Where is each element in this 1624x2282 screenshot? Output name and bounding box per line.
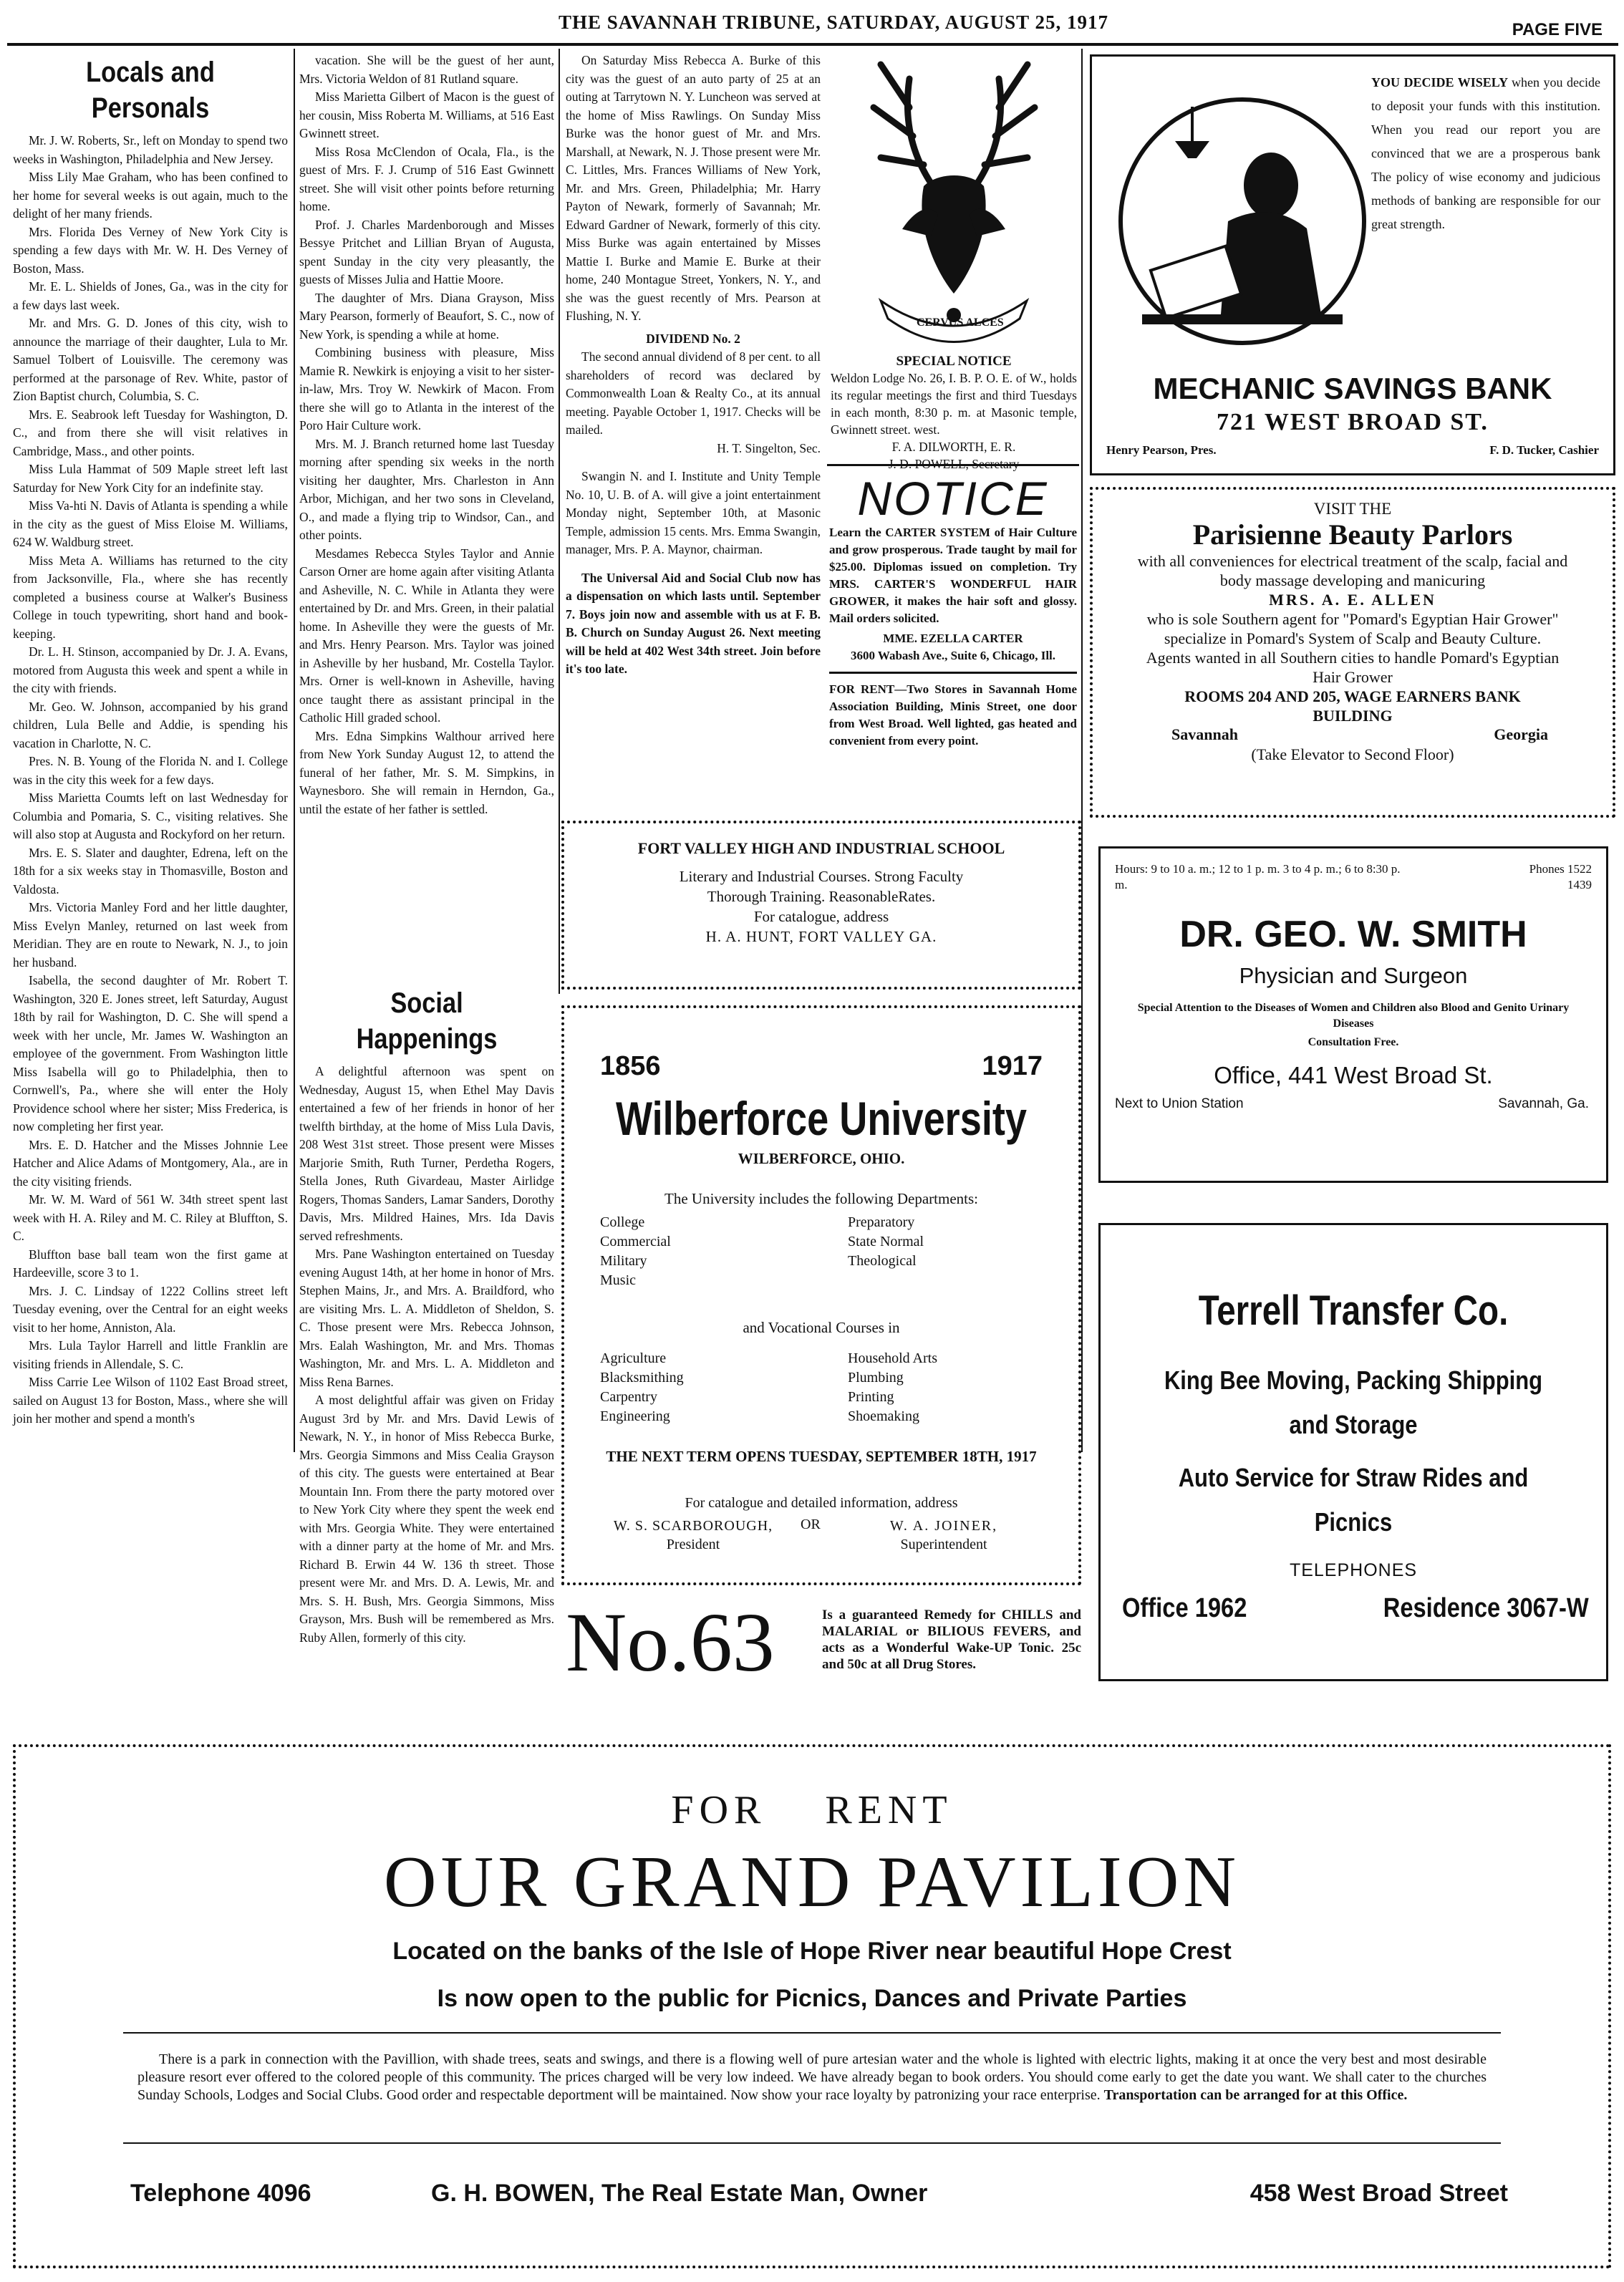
section-rule: [827, 464, 1079, 466]
wilberforce-name: Wilberforce University: [616, 1092, 1027, 1145]
fort-valley-line-3: For catalogue, address: [753, 908, 889, 925]
fort-valley-contact: H. A. HUNT, FORT VALLEY GA.: [705, 928, 937, 945]
pavilion-owner: G. H. BOWEN, The Real Estate Man, Owner: [431, 2180, 928, 2207]
department-item: Military: [600, 1253, 647, 1269]
social-item: Mrs. Pane Washington entertained on Tuesday evening August 14th, at her home in honor of Mrs. Stephen Mains, Jr., and Mrs. A. Braildford, who are visiting Mrs. L. A. Middleton of Sheldon, S. C. Those present were Mrs. Rebecca Johnson, Mrs. Ealah Washington, Mr. and Mrs. Thomas Washington, Mr. and Mrs. L. A. Middleton and Miss Rena Barnes.: [299, 1247, 554, 1389]
wilberforce-year-2: 1917: [982, 1051, 1043, 1081]
column-divider: [294, 49, 295, 1452]
dividend-text: The second annual dividend of 8 per cent. to all shareholders of record was declared by Commonwealth Loan & Realty Co., at its annual meeting. Payable October 1, 1917. Checks will be mailed.: [566, 349, 821, 437]
for-rent-stores: FOR RENT—Two Stores in Savannah Home Association Building, Minis Street, one door from West Broad. Well lighted, gas heated and convenient from every point.: [829, 682, 1077, 748]
social-happenings: [299, 982, 554, 1645]
local-item: Miss Lula Hammat of 509 Maple street left last Saturday for New York City for an indefinite stay.: [13, 462, 288, 495]
vocational-item: Engineering: [600, 1408, 670, 1424]
wilberforce-location: WILBERFORCE, OHIO.: [738, 1150, 905, 1167]
parlors-name: Parisienne Beauty Parlors: [1192, 518, 1513, 551]
local-item: Mrs. Lula Taylor Harrell and little Franklin are visiting friends in Allendale, S. C.: [13, 1338, 288, 1371]
vocational-item: Shoemaking: [848, 1408, 919, 1424]
personal-item: Prof. J. Charles Mardenborough and Misses Bessye Pritchet and Lillian Bryan of Augusta, spent Sunday in the city very pleasantly, the guests of Misses Julia and Hattie Moore.: [299, 217, 554, 286]
terrell-transfer-ad: [1098, 1223, 1608, 1681]
personal-item: vacation. She will be the guest of her aunt, Mrs. Victoria Weldon of 81 Rutland square.: [299, 53, 554, 86]
smith-phones: Phones 1522 1439: [1529, 862, 1592, 891]
local-item: Mr. W. M. Ward of 561 W. 34th street spent last week with H. A. Riley and M. C. Riley at Bluffton, S. C.: [13, 1192, 288, 1243]
vocational-item: Agriculture: [600, 1350, 667, 1366]
pavilion-title: OUR GRAND PAVILION: [383, 1842, 1241, 1923]
social-item: A delightful afternoon was spent on Wednesday, August 15, when Ethel May Davis entertained a few of her friends in honor of her twelfth birthday, at the home of Miss Lula Davis, 208 West 31st street. Those present were Misses Marjorie Smith, Ruth Turner, Perdetha Rogers, Stella Jones, Ruth Givardeau, Master Airlidge Rogers, Thomas Sanders, Lamar Sanders, Dorothy Davis, Mrs. Mildred Haines, Mrs. Ida Davis served refreshments.: [299, 1064, 554, 1243]
local-item: Mr. and Mrs. G. D. Jones of this city, wish to announce the marriage of their daughter, Lula to Mr. Samuel Tolbert of Louisville. The ceremony was performed at the parsonage of Rev. White, pastor of Zion Baptist church, Columbia, S. C.: [13, 316, 288, 403]
mechanic-savings-bank-ad: [1090, 54, 1615, 475]
wilberforce-vocational: and Vocational Courses in: [743, 1319, 900, 1336]
masthead-title: THE SAVANNAH TRIBUNE, SATURDAY, AUGUST 25, 1917: [559, 11, 1108, 33]
parlors-state: Georgia: [1494, 725, 1548, 743]
personal-item: Mrs. M. J. Branch returned home last Tuesday morning after spending six weeks in the north visiting her daughter, Mrs. Charleston in Ann Arbor, Michigan, and her two sons in Cleveland, O., and made a flying trip to Windsor, Can., and other points.: [299, 436, 554, 542]
elk-head-icon: [831, 50, 1077, 351]
terrell-office: Office 1962: [1122, 1593, 1247, 1623]
pavilion-rule: [123, 2032, 1501, 2034]
bank-president: Henry Pearson, Pres.: [1106, 443, 1217, 457]
dividend-heading: DIVIDEND No. 2: [646, 331, 740, 346]
smith-office: Office, 441 West Broad St.: [1214, 1062, 1493, 1088]
col2-list: [299, 52, 554, 818]
vocational-item: Printing: [848, 1389, 894, 1405]
notice-heading: NOTICE: [857, 472, 1049, 525]
departments-right: [848, 1213, 924, 1271]
terrell-line-1: King Bee Moving, Packing Shipping and Storage: [1164, 1365, 1543, 1439]
parlors-line-3: Agents wanted in all Southern cities to handle Pomard's Egyptian Hair Grower: [1146, 649, 1560, 686]
contact-or: OR: [801, 1517, 821, 1532]
elks-officer-1: F. A. DILWORTH, E. R.: [891, 440, 1016, 454]
terrell-line-2: Auto Service for Straw Rides and Picnics: [1178, 1463, 1529, 1537]
department-item: Music: [600, 1272, 636, 1288]
carter-text: Learn the CARTER SYSTEM of Hair Culture and grow prosperous. Trade taught by mail for $25.00. Diplomas issued on completion. Try MRS. CARTER'S WONDERFUL HAIR GROWER, it makes the hair soft and glossy. Mail orders solicited.: [829, 526, 1077, 625]
parlors-city: Savannah: [1171, 725, 1238, 743]
terrell-name: Terrell Transfer Co.: [1198, 1287, 1509, 1334]
department-item: Theological: [848, 1253, 917, 1269]
masthead: [0, 0, 1624, 43]
personal-item: Mrs. Edna Simpkins Walthour arrived here from New York Sunday August 12, to attend the funeral of her father, Mr. S. M. Simpkins, in Waynesboro. She will remain in Herndon, Ga., until the estate of her father is settled.: [299, 728, 554, 816]
local-item: Miss Carrie Lee Wilson of 1102 East Broad street, sailed on August 13 for Boston, Mass., where she will join her mother and spend a month's: [13, 1375, 288, 1426]
contact-2-title: Superintendent: [900, 1537, 987, 1552]
universal-text: The Universal Aid and Social Club now has a dispensation on which lasts until. September 7. Boys join now and assemble with us at F. B. B. Church on Sunday August 26. Next meeting will be held at 402 West 34th street. Join before it's too late.: [566, 570, 821, 676]
vocational-right: [848, 1349, 937, 1426]
local-item: Mr. E. L. Shields of Jones, Ga., was in the city for a few days last week.: [13, 279, 288, 312]
bank-name: MECHANIC SAVINGS BANK: [1153, 372, 1552, 405]
bank-cashier: F. D. Tucker, Cashier: [1489, 443, 1599, 457]
terrell-phones: TELEPHONES: [1289, 1560, 1418, 1580]
department-item: College: [600, 1214, 645, 1230]
local-item: Mrs. Victoria Manley Ford and her little daughter, Miss Evelyn Manley, returned on last week from Meridian. They are en route to Newark, N. J., to join her husband.: [13, 900, 288, 970]
smith-title: Physician and Surgeon: [1239, 963, 1468, 988]
column-two: [299, 52, 554, 982]
local-item: Mrs. J. C. Lindsay of 1222 Collins street left Tuesday evening, over the Central for an eight weeks visit to her home, Anniston, Ala.: [13, 1283, 288, 1335]
local-item: Dr. L. H. Stinson, accompanied by Dr. J. A. Evans, motored from Augusta this week and spent a while in the city with friends.: [13, 644, 288, 695]
locals-list: [13, 132, 288, 1428]
parlors-elevator: (Take Elevator to Second Floor): [1251, 745, 1454, 763]
wilberforce-contact-2: [851, 1517, 1037, 1554]
smith-special: Special Attention to the Diseases of Women and Children also Blood and Genito Urinary Diseases: [1137, 1002, 1570, 1030]
personal-item: Miss Rosa McClendon of Ocala, Fla., is the guest of Mrs. F. J. Crump of 516 East Gwinnett street. She will visit other points before returning home.: [299, 144, 554, 213]
carter-notice: [829, 473, 1077, 809]
bank-text-block: [1371, 71, 1600, 236]
elks-notice-text: Weldon Lodge No. 26, I. B. P. O. E. of W., holds its regular meetings the first and third Tuesdays in each month, 8:30 p. m. at Masonic temple, Gwinnett street. west.: [831, 371, 1077, 437]
local-item: Isabella, the second daughter of Mr. Robert T. Washington, 320 E. Jones street, left Saturday, August 18th by rail for Washington, D. C. She will spend a week with her uncle, Mr. James W. Washington an employee of the government. From Washington little Miss Isabella will go to Philadelphia, then to Cornwell's, Pa., where she will enter the Holy Providence school where her sister; Miss Frederica, is now completing her first year.: [13, 973, 288, 1133]
section-rule: [829, 672, 1077, 674]
pavilion-body-text: There is a park in connection with the Pavillion, with shade trees, seats and swings, and there is a flowing well of pure artesian water and the whole is lighted with electric lights, making it at once the very best and most desirable pleasure resort ever offered to the colored people of this community. The prices charged will be very low indeed. We have already began to book orders. You should come early to get the date you want. We shall cater to the churches Sunday Schools, Lodges and Social Clubs. Good order and respectable deportment will be maintained. Now show your race loyalty by patronizing your race enterprise.: [137, 2051, 1487, 2103]
dividend-signature: H. T. Singelton, Sec.: [717, 440, 821, 455]
smith-city: Savannah, Ga.: [1498, 1096, 1589, 1111]
column-three: [566, 52, 821, 811]
parlors-line-1: with all conveniences for electrical treatment of the scalp, facial and body massage developing and manicuring: [1137, 552, 1568, 589]
smith-consult: Consultation Free.: [1308, 1036, 1399, 1048]
no63-text: Is a guaranteed Remedy for CHILLS and MALARIAL or BILIOUS FEVERS, and acts as a Wonderful Wake-UP Tonic. 25c and 50c at all Drug Stores.: [822, 1607, 1081, 1672]
fort-valley-line-2: Thorough Training. ReasonableRates.: [707, 888, 936, 905]
department-item: State Normal: [848, 1234, 924, 1249]
banker-illustration-icon: [1113, 78, 1371, 364]
wilberforce-catalogue: For catalogue and detailed information, address: [685, 1495, 958, 1511]
local-item: Mrs. Florida Des Verney of New York City is spending a few days with Mr. W. H. Des Verney of Boston, Mass.: [13, 224, 288, 276]
social-heading: Social Happenings: [356, 987, 498, 1055]
departments-left: [600, 1213, 671, 1290]
local-item: Mr. Geo. W. Johnson, accompanied by his grand children, Lula Belle and Addie, is spending his vacation in Charlotte, N. C.: [13, 699, 288, 750]
pavilion-ad: [13, 1744, 1611, 2268]
personal-item: Combining business with pleasure, Miss Mamie R. Newkirk is enjoying a visit to her sister-in-law, Mrs. Troy W. Newkirk of Macon. From there she will go to Atlanta in the interest of the Poro Hair Culture work.: [299, 345, 554, 432]
locals-heading: Locals and Personals: [86, 57, 215, 124]
fort-valley-line-1: Literary and Industrial Courses. Strong Faculty: [679, 868, 964, 885]
parlors-location: [1093, 725, 1613, 745]
no63-name: No.63: [566, 1595, 775, 1689]
pavilion-sub-2: Is now open to the public for Picnics, Dances and Private Parties: [437, 1985, 1187, 2012]
pavilion-body: [137, 2051, 1487, 2104]
vocational-item: Blacksmithing: [600, 1370, 684, 1386]
visit-the: VISIT THE: [1313, 500, 1392, 518]
contact-1-title: President: [666, 1537, 720, 1552]
vocational-item: Household Arts: [848, 1350, 937, 1366]
local-item: Miss Marietta Coumts left on last Wednesday for Columbia and Pomaria, S. C., visiting relatives. She will also stop at Augusta and Rockyford on her return.: [13, 791, 288, 841]
personal-item: Mesdames Rebecca Styles Taylor and Annie Carson Orner are home again after visiting Atlanta and Asheville, N. C. While in Atlanta they were entertained by Dr. and Mrs. Green, in their palatial home. In Asheville they were the guests of Mr. and Mrs. Henry Pearson. Mrs. Taylor was joined in Asheville by her husband, Mr. Costella Taylor. Mrs. Orner is well-known in Asheville, having once taught there as assistant principal in the Catholic Hill graded school.: [299, 546, 554, 725]
wilberforce-year-1: 1856: [600, 1051, 661, 1081]
parlors-line-2: who is sole Southern agent for "Pomard's Egyptian Hair Grower" specialize in Pomard's System of Scalp and Beauty Culture.: [1146, 610, 1559, 647]
pavilion-sub-1: Located on the banks of the Isle of Hope River near beautiful Hope Crest: [392, 1938, 1232, 1965]
personal-item: The daughter of Mrs. Diana Grayson, Miss Mary Pearson, formerly of Beaufort, S. C., now of New York, is spending a while at home.: [299, 290, 554, 342]
carter-name: MME. EZELLA CARTER: [883, 632, 1023, 645]
wilberforce-ad: [561, 1005, 1081, 1585]
vocational-item: Plumbing: [848, 1370, 904, 1386]
terrell-residence: Residence 3067-W: [1383, 1593, 1589, 1623]
locals-column: [13, 52, 288, 1448]
pavilion-address: 458 West Broad Street: [1250, 2180, 1508, 2207]
dr-smith-ad: [1098, 846, 1608, 1183]
masthead-rule: [7, 43, 1618, 46]
wilberforce-contact-1: [607, 1517, 779, 1554]
smith-near: Next to Union Station: [1115, 1096, 1244, 1111]
department-item: Preparatory: [848, 1214, 915, 1230]
pavilion-transport: Transportation can be arranged for at this Office.: [1103, 2087, 1408, 2103]
wilberforce-intro: The University includes the following Departments:: [664, 1190, 978, 1207]
parisienne-ad: [1090, 487, 1615, 818]
local-item: Miss Meta A. Williams has returned to the city from Jacksonville, Fla., where she has recently completed a business course at Walker's Business College in touch typewriting, short hand and book-keeping.: [13, 553, 288, 641]
contact-1-name: W. S. SCARBOROUGH,: [613, 1518, 773, 1534]
column-divider: [559, 49, 560, 994]
smith-name: DR. GEO. W. SMITH: [1179, 914, 1527, 955]
col3-list: [566, 52, 821, 326]
department-item: Commercial: [600, 1234, 671, 1249]
smith-hours: Hours: 9 to 10 a. m.; 12 to 1 p. m. 3 to 4 p. m.; 6 to 8:30 p. m.: [1115, 862, 1401, 891]
local-item: Mr. J. W. Roberts, Sr., left on Monday to spend two weeks in Washington, Philadelphia and New Jersey.: [13, 133, 288, 166]
vocational-item: Carpentry: [600, 1389, 657, 1405]
special-notice-heading: SPECIAL NOTICE: [896, 354, 1012, 369]
parlors-rooms: ROOMS 204 AND 205, WAGE EARNERS BANK BUILDING: [1184, 687, 1521, 725]
bank-address: 721 WEST BROAD ST.: [1217, 409, 1489, 435]
pavilion-for-rent: FOR RENT: [671, 1788, 953, 1832]
page-number: PAGE FIVE: [1512, 20, 1603, 39]
social-list: [299, 1063, 554, 1647]
contact-2-name: W. A. JOINER,: [889, 1518, 998, 1534]
local-item: Bluffton base ball team won the first game at Hardeeville, score 3 to 1.: [13, 1247, 288, 1280]
fort-valley-name: FORT VALLEY HIGH AND INDUSTRIAL SCHOOL: [637, 839, 1005, 857]
wilberforce-term: THE NEXT TERM OPENS TUESDAY, SEPTEMBER 18TH, 1917: [606, 1448, 1037, 1465]
column-divider: [1081, 49, 1083, 1452]
local-item: Mrs. E. S. Slater and daughter, Edrena, left on the 18th for a six weeks stay in Thomasville, Boston and Valdosta.: [13, 845, 288, 896]
local-item: Mrs. E. Seabrook left Tuesday for Washington, D. C., and from there she will visit relatives in Cambridge, Mass., and other points.: [13, 407, 288, 458]
vocational-left: [600, 1349, 684, 1426]
elks-motto: CERVUS ALCES: [917, 316, 1004, 329]
swangin-text: Swangin N. and I. Institute and Unity Temple No. 10, U. B. of A. will give a joint entertainment Monday night, September 10th, at Masonic Temple, admission 15 cents. Mrs. Emma Swangin, manager, Mrs. P. A. Maynor, chairman.: [566, 469, 821, 556]
social-item: A most delightful affair was given on Friday August 3rd by Mr. and Mrs. David Lewis of Newark, N. Y., in honor of Miss Rebecca Burke, Mrs. Georgia Simmons and Miss Cealia Grayson of this city. The guests were entertained at Bear Mountain Inn. From there the party motored over to New York City where they spent the week end with Mrs. Georgia White. They were entertained with a dinner party at the home of Mr. and Mrs. Richard B. Erwin 44 W. 136 th street. Those present were Mr. and Mrs. D. A. Lewis, Mr. and Mrs. S. H. Bush, Mrs. Georgia Simmons, Miss Grayson, Mrs. Bush will be remembered as Mrs. Ruby Allen, formerly of this city.: [299, 1393, 554, 1645]
pavilion-telephone: Telephone 4096: [130, 2180, 311, 2207]
parlors-proprietor: MRS. A. E. ALLEN: [1269, 591, 1436, 609]
bank-text: when you decide to deposit your funds with this institution. When you read our report you are convinced that we are a prosperous bank The policy of wise economy and judicious methods of banking are responsible for our great strength.: [1371, 75, 1600, 231]
carter-address: 3600 Wabash Ave., Suite 6, Chicago, Ill.: [850, 649, 1056, 662]
no63-ad: [566, 1595, 1088, 1697]
local-item: Mrs. E. D. Hatcher and the Misses Johnnie Lee Hatcher and Alice Adams of Montgomery, Ala., are in the city visiting friends.: [13, 1137, 288, 1189]
pavilion-rule: [123, 2142, 1501, 2144]
bank-slogan: YOU DECIDE WISELY: [1371, 75, 1508, 90]
elks-notice: [831, 50, 1077, 480]
local-item: Pres. N. B. Young of the Florida N. and I. College was in the city this week for a few days.: [13, 754, 288, 787]
local-item: Miss Va-hti N. Davis of Atlanta is spending a while in the city as the guest of Miss Eloise M. Williams, 624 W. Waldburg street.: [13, 498, 288, 549]
personal-item: On Saturday Miss Rebecca A. Burke of this city was the guest of an auto party of 25 at an outing at Tarrytown N. Y. Luncheon was served at the home of Miss Rawlings. On Sunday Miss Burke was the honor guest of Mr. and Mrs. Marshall, at Newark, N. J. Those present were Mr. C. Littles, Mrs. Frances Williams of New York, Mr. and Mrs. Green, Philadelphia; Mr. Harry Payton of Newark, formerly of Savannah; Mr. Edward Gardner of Newark, formerly of this city. Miss Burke was again entertained by Misses Mattie I. Burke and Mamie E. Burke at their home, 240 Montague Street, Yonkers, N. Y., and she was the guest recently of Mrs. Pearson at Flushing, N. Y.: [566, 53, 821, 323]
local-item: Miss Lily Mae Graham, who has been confined to her home for several weeks is out again, much to the delight of her many friends.: [13, 170, 288, 221]
personal-item: Miss Marietta Gilbert of Macon is the guest of her cousin, Miss Roberta M. Williams, at 516 East Gwinnett street.: [299, 90, 554, 140]
fort-valley-ad: [561, 821, 1081, 990]
